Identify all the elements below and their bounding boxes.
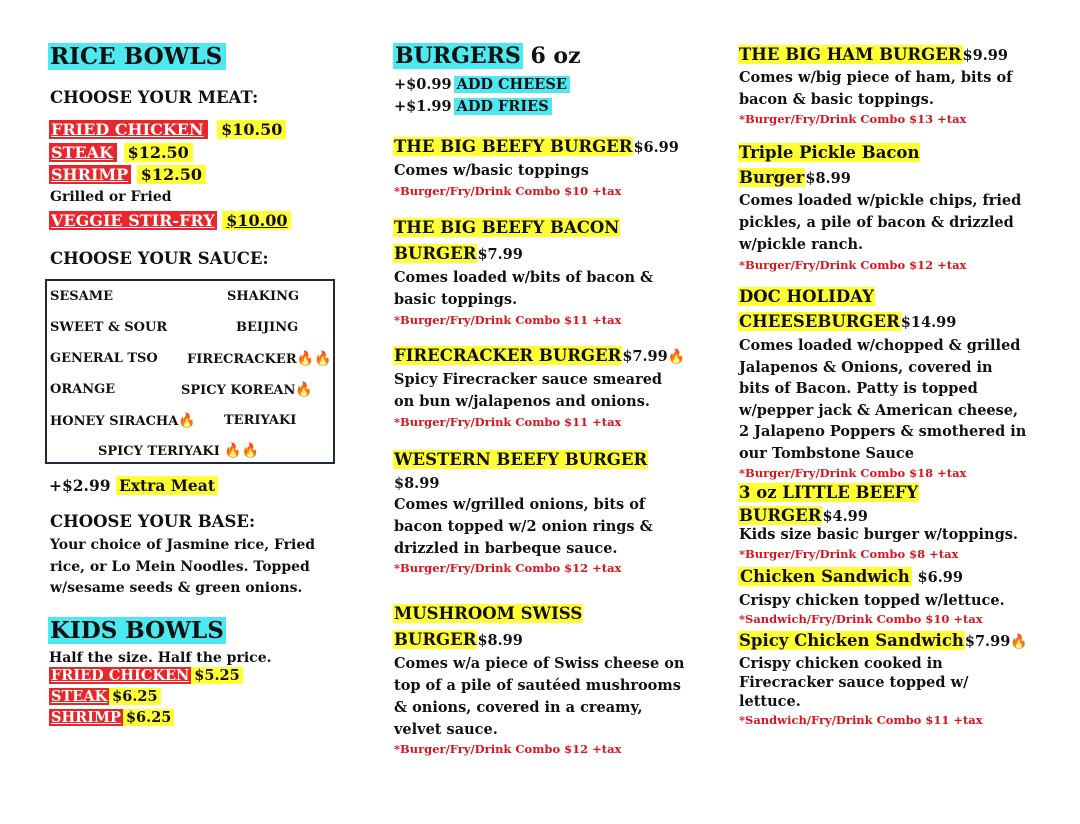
flame-icon: 🔥: [667, 349, 686, 365]
menu-item-big-beefy-bacon-burger: THE BIG BEEFY BACON: [394, 218, 620, 237]
menu-item-western-beefy-burger: WESTERN BEEFY BURGER: [394, 450, 648, 469]
kids-shrimp: SHRIMP $6.25: [49, 709, 174, 726]
grilled-or-fried: Grilled or Fried: [50, 189, 172, 205]
item-description: Comes w/basic toppings: [394, 162, 589, 179]
meat-steak: STEAK $12.50: [49, 143, 193, 162]
sauce-teriyaki: TERIYAKI: [224, 413, 297, 428]
burgers-heading: BURGERS 6 oz: [395, 43, 581, 69]
veggie-stir-fry: VEGGIE STIR-FRY $10.00: [49, 211, 291, 230]
menu-item-triple-pickle-bacon-burger: Triple Pickle Bacon: [739, 143, 920, 162]
menu-item-little-beefy-burger: 3 oz LITTLE BEEFY: [739, 483, 919, 502]
flame-icon: 🔥: [178, 413, 196, 429]
flame-icon: 🔥🔥: [296, 351, 332, 367]
menu-item-spicy-chicken-sandwich: Spicy Chicken Sandwich$7.99🔥: [739, 631, 1028, 650]
add-fries: +$1.99 ADD FRIES: [394, 98, 552, 115]
sauce-spicy-korean: SPICY KOREAN🔥: [181, 382, 313, 398]
sauce-spicy-teriyaki: SPICY TERIYAKI 🔥🔥: [98, 443, 260, 459]
combo-note: *Burger/Fry/Drink Combo $18 +tax: [739, 466, 967, 480]
sauce-sesame: SESAME: [50, 289, 114, 304]
base-description: Your choice of Jasmine rice, Fried rice, or Lo Mein Noodles. Topped w/sesame seeds & green onions.: [50, 537, 316, 596]
menu-item-triple-pickle-bacon-burger-line2: Burger$8.99: [739, 168, 851, 187]
combo-note: *Burger/Fry/Drink Combo $12 +tax: [394, 742, 622, 756]
menu-item-big-beefy-burger: THE BIG BEEFY BURGER$6.99: [394, 137, 679, 156]
menu-item-chicken-sandwich: Chicken Sandwich $6.99: [740, 567, 963, 586]
item-description: Spicy Firecracker sauce smeared on bun w/jalapenos and onions.: [394, 371, 663, 410]
menu-item-firecracker-burger: FIRECRACKER BURGER$7.99🔥: [394, 346, 686, 365]
combo-note: *Sandwich/Fry/Drink Combo $11 +tax: [739, 713, 983, 727]
item-description: Comes w/a piece of Swiss cheese on top of a pile of sautéed mushrooms & onions, covered in a creamy, velvet sauce.: [394, 655, 685, 738]
flame-icon: 🔥: [1010, 634, 1028, 650]
combo-note: *Burger/Fry/Drink Combo $8 +tax: [739, 547, 959, 561]
kids-description: Half the size. Half the price.: [49, 650, 272, 666]
kids-bowls-heading: KIDS BOWLS: [50, 617, 224, 644]
sauce-box: [45, 279, 335, 464]
sauce-shaking: SHAKING: [227, 289, 300, 304]
combo-note: *Burger/Fry/Drink Combo $11 +tax: [394, 415, 622, 429]
meat-fried-chicken: FRIED CHICKEN $10.50: [49, 120, 286, 139]
kids-fried-chicken: FRIED CHICKEN $5.25: [49, 667, 243, 684]
sauce-beijing: BEIJING: [236, 320, 299, 335]
meat-shrimp: SHRIMP $12.50: [49, 165, 206, 184]
combo-note: *Burger/Fry/Drink Combo $10 +tax: [394, 184, 622, 198]
choose-meat-heading: CHOOSE YOUR MEAT:: [50, 88, 259, 107]
item-description: Comes w/grilled onions, bits of bacon topped w/2 onion rings & drizzled in barbeque sauce.: [394, 496, 653, 557]
menu-item-mushroom-swiss-burger: MUSHROOM SWISS: [394, 604, 583, 623]
choose-sauce-heading: CHOOSE YOUR SAUCE:: [50, 249, 269, 268]
item-description: Kids size basic burger w/toppings.: [739, 526, 1018, 543]
item-description: Comes loaded w/chopped & grilled Jalapenos & Onions, covered in bits of Bacon. Patty is topped w/pepper jack & American cheese, 2 Jalapeno Poppers & smothered in our Tombstone Sauce: [739, 337, 1027, 462]
combo-note: *Burger/Fry/Drink Combo $13 +tax: [739, 112, 967, 126]
item-description: Crispy chicken topped w/lettuce.: [739, 592, 1005, 609]
menu-item-big-ham-burger: THE BIG HAM BURGER$9.99: [739, 45, 1008, 64]
add-cheese: +$0.99 ADD CHEESE: [394, 76, 570, 93]
combo-note: *Burger/Fry/Drink Combo $12 +tax: [394, 561, 622, 575]
menu-item-mushroom-swiss-burger-line2: BURGER$8.99: [394, 630, 523, 649]
item-price: $8.99: [394, 475, 440, 492]
combo-note: *Burger/Fry/Drink Combo $11 +tax: [394, 313, 622, 327]
choose-base-heading: CHOOSE YOUR BASE:: [50, 512, 256, 531]
item-description: Comes w/big piece of ham, bits of bacon & basic toppings.: [739, 69, 1013, 108]
kids-steak: STEAK $6.25: [49, 688, 161, 705]
sauce-honey-siracha: HONEY SIRACHA🔥: [50, 413, 196, 429]
menu-item-little-beefy-burger-line2: BURGER$4.99: [739, 506, 868, 525]
extra-meat: +$2.99 Extra Meat: [49, 476, 218, 495]
menu-item-doc-holiday-cheeseburger: DOC HOLIDAY: [739, 287, 874, 306]
item-description: Comes loaded w/bits of bacon & basic toppings.: [394, 269, 654, 308]
flame-icon: 🔥: [295, 382, 313, 398]
sauce-general-tso: GENERAL TSO: [50, 351, 158, 366]
item-description: Comes loaded w/pickle chips, fried pickles, a pile of bacon & drizzled w/pickle ranch.: [739, 192, 1022, 253]
menu-item-big-beefy-bacon-burger-line2: BURGER$7.99: [394, 244, 523, 263]
flame-icon: 🔥🔥: [224, 443, 260, 459]
combo-note: *Burger/Fry/Drink Combo $12 +tax: [739, 258, 967, 272]
sauce-firecracker: FIRECRACKER🔥🔥: [187, 351, 332, 367]
menu-item-doc-holiday-cheeseburger-line2: CHEESEBURGER$14.99: [739, 312, 957, 331]
sauce-orange: ORANGE: [50, 382, 116, 397]
combo-note: *Sandwich/Fry/Drink Combo $10 +tax: [739, 612, 983, 626]
rice-bowls-heading: RICE BOWLS: [48, 43, 226, 70]
sauce-sweet-sour: SWEET & SOUR: [50, 320, 168, 335]
item-description: Crispy chicken cooked in Firecracker sauce topped w/ lettuce.: [739, 655, 969, 710]
